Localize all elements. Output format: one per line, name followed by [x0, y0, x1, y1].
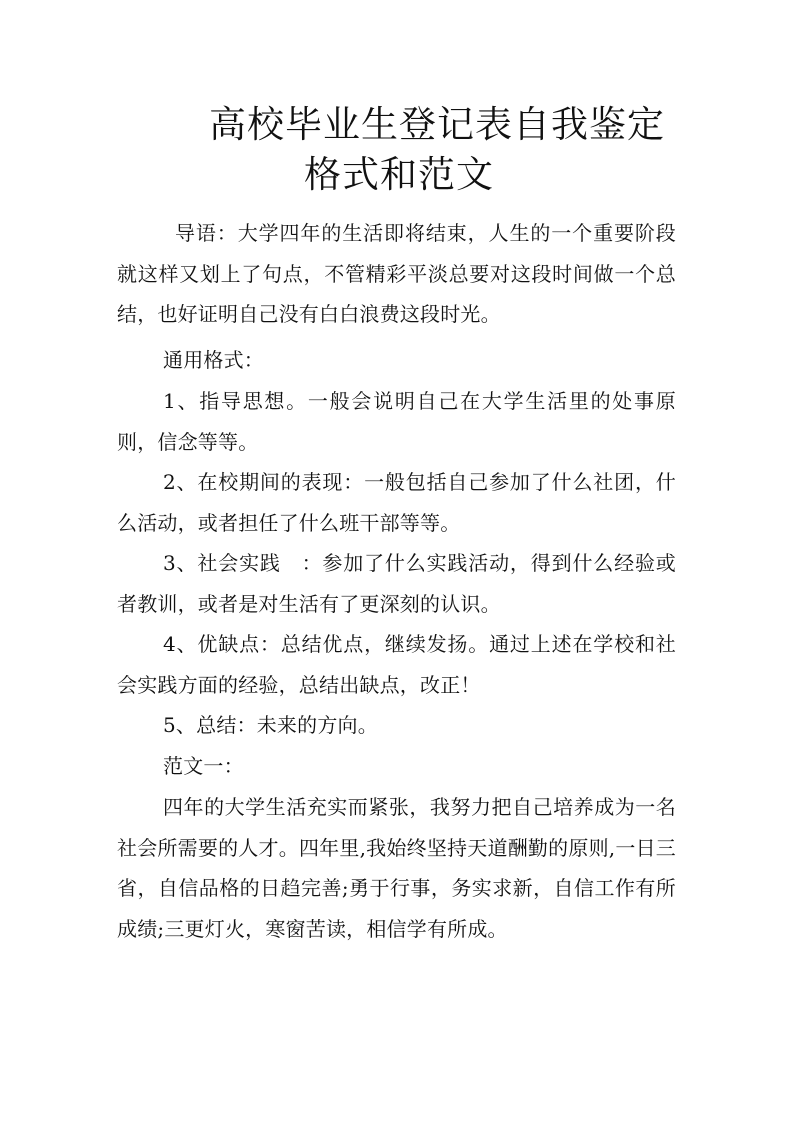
format-item-1: 1、指导思想。一般会说明自己在大学生活里的处事原则，信念等等。	[117, 389, 676, 454]
format-item-3: 3、社会实践 ：参加了什么实践活动，得到什么经验或者教训，或者是对生活有了更深刻的认识。	[117, 551, 676, 616]
sample-label: 范文一：	[163, 754, 244, 778]
format-item-2: 2、在校期间的表现：一般包括自己参加了什么社团，什么活动，或者担任了什么班干部等等。	[117, 470, 676, 535]
format-label: 通用格式：	[163, 348, 264, 372]
sample-essay-paragraph: 四年的大学生活充实而紧张，我努力把自己培养成为一名社会所需要的人才。四年里,我始终坚持天道酬勤的原则,一日三省，自信品格的日趋完善;勇于行事，务实求新，自信工作有所成绩;三更灯火，寒窗苦读，相信学有所成。	[117, 795, 676, 941]
format-item-5: 5、总结：未来的方向。	[163, 713, 378, 737]
format-item-4: 4、优缺点：总结优点，继续发扬。通过上述在学校和社会实践方面的经验，总结出缺点，改正！	[117, 632, 676, 697]
document-title-line-1: 高校毕业生登记表自我鉴定	[209, 103, 665, 146]
document-title-line-2: 格式和范文	[304, 153, 494, 196]
intro-paragraph: 导语：大学四年的生活即将结束，人生的一个重要阶段就这样又划上了句点，不管精彩平淡总要对这段时间做一个总结，也好证明自己没有白白浪费这段时光。	[117, 221, 676, 326]
